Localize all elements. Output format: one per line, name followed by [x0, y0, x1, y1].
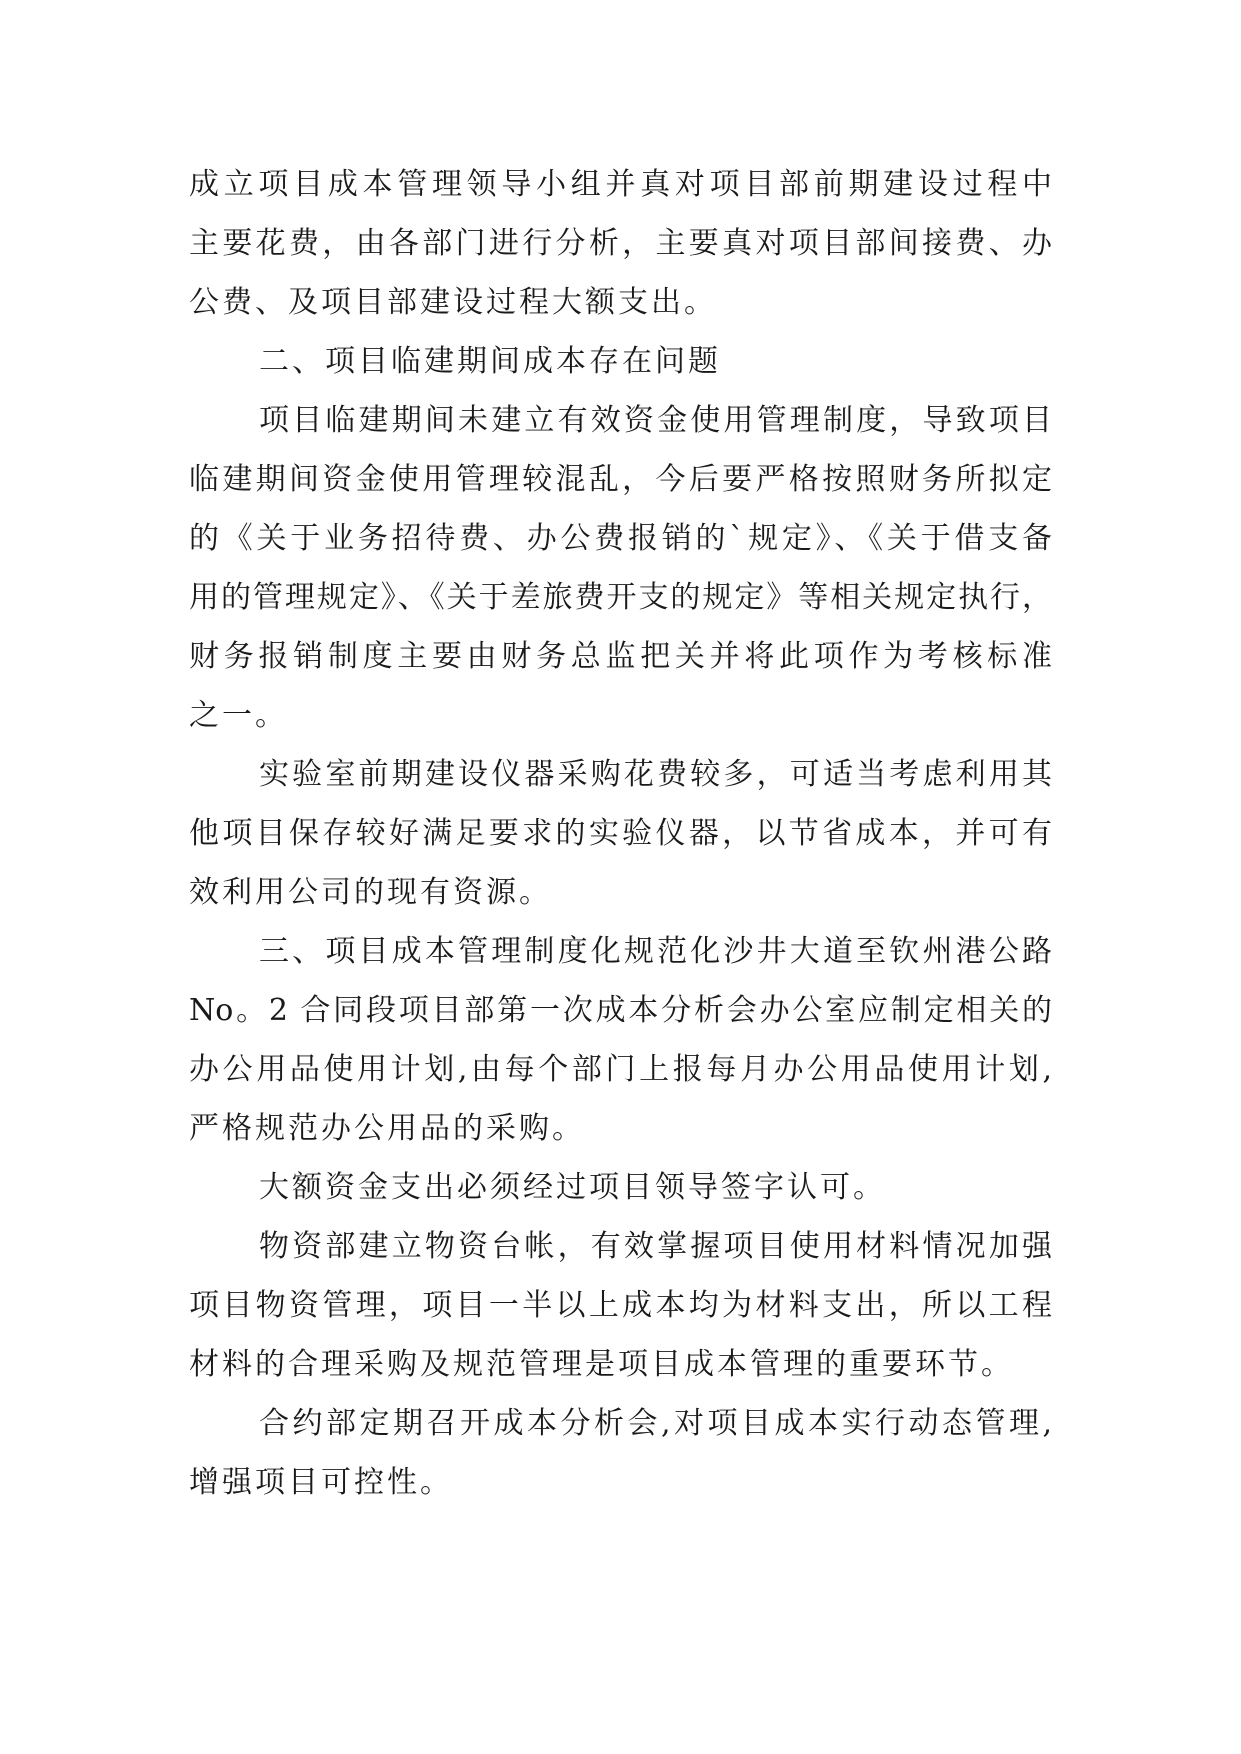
text-line: 财务报销制度主要由财务总监把关并将此项作为考核标准 — [189, 639, 1052, 674]
text-line: 之一。 — [189, 698, 288, 733]
paragraph-large-expenditure — [189, 1158, 1052, 1217]
heading-section-two — [189, 332, 1052, 391]
text-line: 实验室前期建设仪器采购花费较多，可适当考虑利用其 — [259, 757, 1052, 792]
text-line: 办公用品使用计划,由每个部门上报每月办公用品使用计划, — [189, 1052, 1052, 1087]
text-line: 主要花费，由各部门进行分析，主要真对项目部间接费、办 — [189, 226, 1052, 261]
paragraph-materials — [189, 1217, 1052, 1394]
text-line: 用的管理规定》、《关于差旅费开支的规定》等相关规定执行， — [189, 580, 1052, 615]
text-line: 效利用公司的现有资源。 — [189, 875, 552, 910]
text-line: 临建期间资金使用管理较混乱，今后要严格按照财务所拟定 — [189, 462, 1052, 497]
paragraph-contract-department — [189, 1394, 1052, 1512]
text-line: 成立项目成本管理领导小组并真对项目部前期建设过程中 — [189, 167, 1052, 202]
text-line: 材料的合理采购及规范管理是项目成本管理的重要环节。 — [189, 1347, 1014, 1382]
paragraph-laboratory — [189, 745, 1052, 922]
text-line: 大额资金支出必须经过项目领导签字认可。 — [259, 1170, 886, 1205]
section-heading: 二、项目临建期间成本存在问题 — [259, 344, 721, 379]
paragraph-leadership-group — [189, 155, 1052, 332]
document-body — [189, 155, 1052, 1512]
text-line: 公费、及项目部建设过程大额支出。 — [189, 285, 717, 320]
paragraph-section-three — [189, 922, 1052, 1158]
text-line: 项目临建期间未建立有效资金使用管理制度，导致项目 — [259, 403, 1052, 438]
text-line: 三、项目成本管理制度化规范化沙井大道至钦州港公路 — [259, 934, 1052, 969]
text-line: 增强项目可控性。 — [189, 1465, 453, 1500]
text-line: No。2 合同段项目部第一次成本分析会办公室应制定相关的 — [189, 993, 1052, 1028]
text-line: 物资部建立物资台帐，有效掌握项目使用材料情况加强 — [259, 1229, 1052, 1264]
text-line: 严格规范办公用品的采购。 — [189, 1111, 585, 1146]
text-line: 合约部定期召开成本分析会,对项目成本实行动态管理, — [259, 1406, 1052, 1441]
text-line: 他项目保存较好满足要求的实验仪器，以节省成本，并可有 — [189, 816, 1052, 851]
text-line: 的《关于业务招待费、办公费报销的`规定》、《关于借支备 — [189, 521, 1052, 556]
text-line: 项目物资管理，项目一半以上成本均为材料支出，所以工程 — [189, 1288, 1052, 1323]
paragraph-fund-management — [189, 391, 1052, 745]
